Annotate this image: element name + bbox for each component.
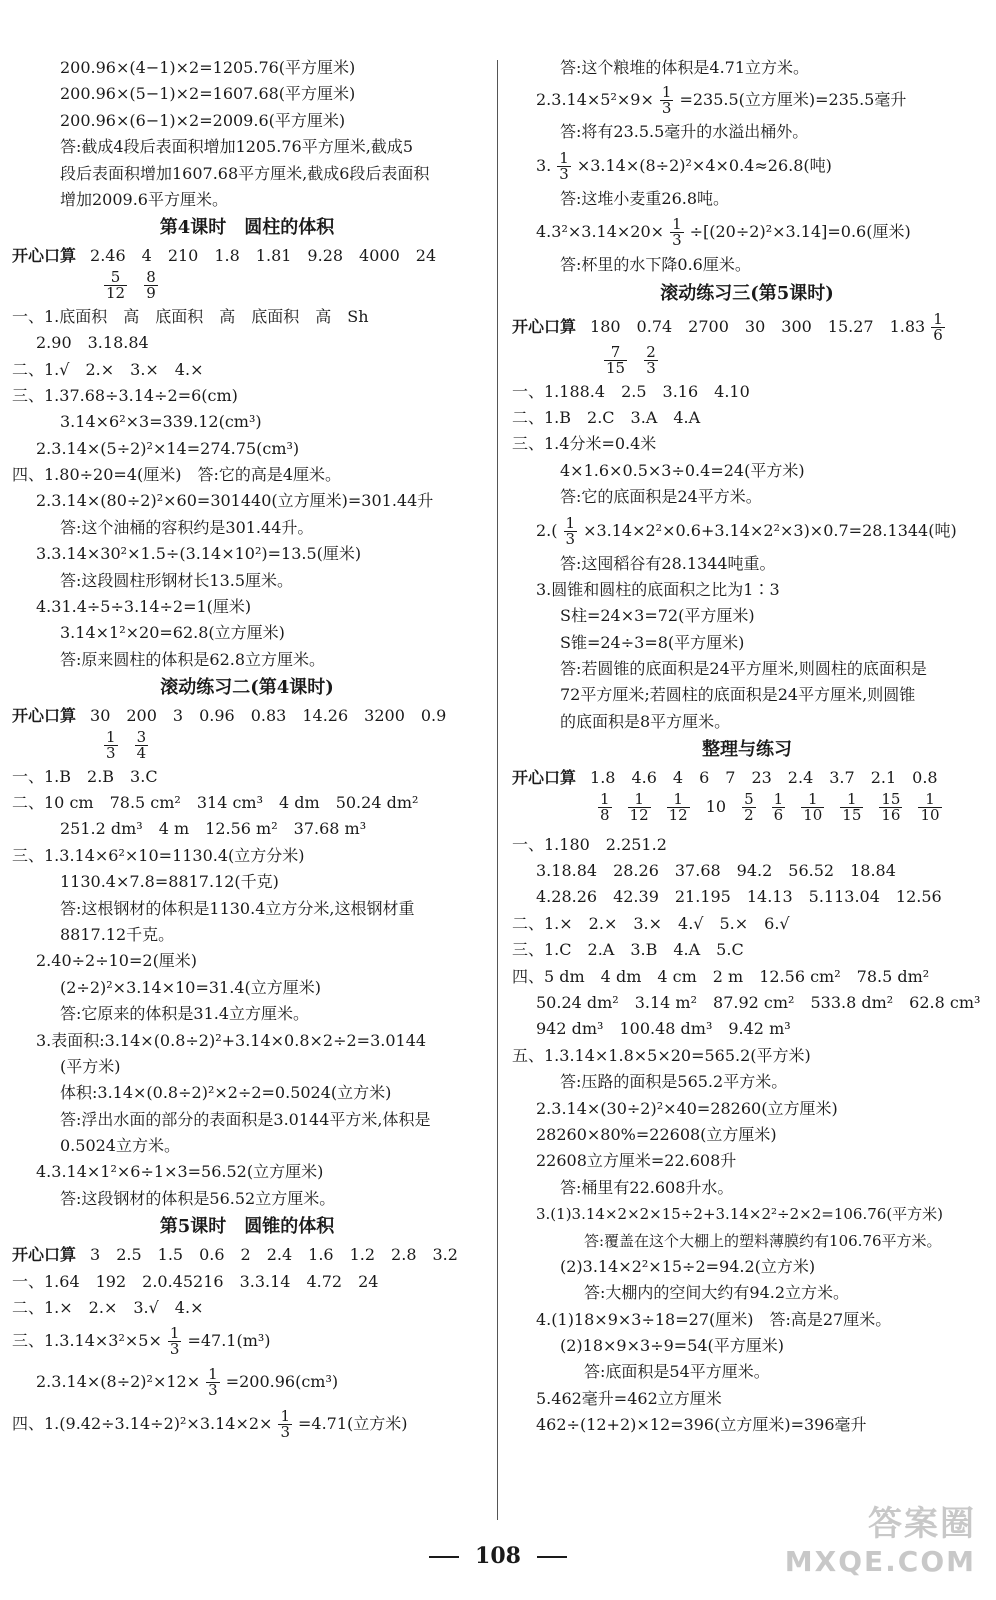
fraction: $\frac{1}{6}$ xyxy=(933,309,943,344)
text-line: 增加2009.6平方厘米。 xyxy=(60,189,228,209)
section-heading: 第4课时 圆柱的体积 xyxy=(159,217,335,239)
text-line: 四、5 dm 4 dm 4 cm 2 m 12.56 cm² 78.5 dm² xyxy=(512,966,930,986)
text-line: 0.5024立方米。 xyxy=(60,1136,180,1156)
fraction: $\frac{1}{12}$ xyxy=(668,789,688,824)
text-line: 答:这堆小麦重26.8吨。 xyxy=(560,188,730,208)
text-line: 2.3.14×(80÷2)²×60=301440(立方厘米)=301.44升 xyxy=(36,491,434,511)
text-line: 答:它的底面积是24平方米。 xyxy=(560,487,762,507)
fraction: $\frac{1}{3}$ xyxy=(169,1324,180,1359)
text-line: 3.14×6²×3=339.12(cm³) xyxy=(60,412,262,432)
text-line: 4.31.4÷5÷3.14÷2=1(厘米) xyxy=(36,597,252,617)
text-line: 942 dm³ 100.48 dm³ 9.42 m³ xyxy=(536,1019,791,1039)
fraction: $\frac{1}{10}$ xyxy=(920,789,940,824)
text-line: (2)18×9×3÷9=54(平方厘米) xyxy=(560,1336,785,1356)
text-line: 22608立方厘米=22.608升 xyxy=(536,1151,737,1171)
text-line: 4×1.6×0.5×3÷0.4=24(平方米) xyxy=(560,460,805,480)
fraction: $\frac{1}{10}$ xyxy=(803,789,823,824)
text-line: 二、10 cm 78.5 cm² 314 cm³ 4 dm 50.24 dm² xyxy=(12,792,419,812)
footer-dash xyxy=(537,1556,567,1558)
text-line: 一、1.64 192 2.0.45216 3.3.14 4.72 24 xyxy=(12,1271,379,1291)
fraction: $\frac{1}{6}$ xyxy=(773,789,784,824)
text-line: 二、1.√ 2.× 3.× 4.× xyxy=(12,359,204,379)
text-line: 答:若圆锥的底面积是24平方厘米,则圆柱的底面积是 xyxy=(560,659,927,679)
fraction: $\frac{5}{12}$ xyxy=(106,267,126,302)
mental-math-row xyxy=(12,703,482,729)
text-line: 段后表面积增加1607.68平方厘米,截成6段后表面积 xyxy=(60,163,430,183)
text-line: 四、1.80÷20=4(厘米) 答:它的高是4厘米。 xyxy=(12,465,342,485)
mental-math-label: 开心口算 xyxy=(512,768,577,788)
text-line: 答:这个粮堆的体积是4.71立方米。 xyxy=(560,58,810,77)
text-line: 3.18.84 28.26 37.68 94.2 56.52 18.84 xyxy=(536,861,896,881)
mental-math-label: 开心口算 xyxy=(12,1245,77,1265)
text-line: 二、1.× 2.× 3.√ 4.× xyxy=(12,1298,204,1318)
text-line: 三、1.3.14×6²×10=1130.4(立方分米) xyxy=(12,845,305,865)
text-line: 一、1.B 2.B 3.C xyxy=(12,766,158,786)
fraction: $\frac{1}{3}$ xyxy=(106,727,116,762)
fraction-row xyxy=(12,267,482,304)
text-line: 2.40÷2÷10=2(厘米) xyxy=(36,951,198,971)
section-heading: 整理与练习 xyxy=(702,739,792,761)
text-line: 72平方厘米;若圆柱的底面积是24平方厘米,则圆锥 xyxy=(560,685,916,705)
text-line: (平方米) xyxy=(60,1056,121,1076)
mental-math-values: 1.8 4.6 4 6 7 23 2.4 3.7 2.1 0.8 xyxy=(590,768,938,788)
section-heading: 滚动练习二(第4课时) xyxy=(160,677,334,699)
formula-line: 三、1.3.14×3²×5× $\frac{1}{3}$ =47.1(m³) xyxy=(12,1324,271,1359)
text-line: 答:这根钢材的体积是1130.4立方分米,这根钢材重 xyxy=(60,898,415,918)
formula-line: 2.3.14×(8÷2)²×12× $\frac{1}{3}$ =200.96(cm³) xyxy=(36,1365,339,1400)
text-line: 8817.12千克。 xyxy=(60,924,175,944)
mental-math-values: 30 200 3 0.96 0.83 14.26 3200 0.9 xyxy=(90,706,447,726)
fraction: $\frac{1}{3}$ xyxy=(672,215,682,250)
mental-math-row xyxy=(12,1242,482,1268)
text-line: 答:这段圆柱形钢材长13.5厘米。 xyxy=(60,570,294,590)
mental-math-row xyxy=(12,243,482,269)
text-line: 三、1.37.68÷3.14÷2=6(cm) xyxy=(12,385,238,405)
text-line: 答:它原来的体积是31.4立方厘米。 xyxy=(60,1004,310,1024)
text-line: 2.3.14×(5÷2)²×14=274.75(cm³) xyxy=(36,438,300,458)
text-line: 五、1.3.14×1.8×5×20=565.2(平方米) xyxy=(512,1045,811,1065)
text-line: 200.96×(6−1)×2=2009.6(平方厘米) xyxy=(60,110,346,130)
text-line: 答:覆盖在这个大棚上的塑料薄膜约有106.76平方米。 xyxy=(584,1231,942,1250)
mental-math-values: 180 0.74 2700 30 300 15.27 1.83 xyxy=(590,316,926,336)
mental-math-label: 开心口算 xyxy=(512,316,577,336)
fraction: $\frac{1}{8}$ xyxy=(600,789,610,824)
text-line: 二、1.B 2.C 3.A 4.A xyxy=(512,407,701,427)
text-line: 2.90 3.18.84 xyxy=(36,333,149,353)
fraction: $\frac{1}{3}$ xyxy=(661,83,672,118)
fraction: $\frac{1}{3}$ xyxy=(565,513,576,548)
mental-math-row xyxy=(512,765,982,791)
text-line: 4.(1)18×9×3÷18=27(厘米) 答:高是27厘米。 xyxy=(536,1309,892,1329)
fraction: $\frac{1}{3}$ xyxy=(559,148,569,183)
text-line: 答:底面积是54平方厘米。 xyxy=(584,1362,770,1382)
text-line: 的底面积是8平方厘米。 xyxy=(560,711,731,731)
fraction: 10 xyxy=(705,796,727,816)
fraction: $\frac{5}{2}$ xyxy=(744,789,754,824)
text-line: 三、1.C 2.A 3.B 4.A 5.C xyxy=(512,940,744,960)
text-line: 一、1.188.4 2.5 3.16 4.10 xyxy=(512,381,750,401)
text-line: 200.96×(4−1)×2=1205.76(平方厘米) xyxy=(60,58,356,77)
text-line: 答:桶里有22.608升水。 xyxy=(560,1177,734,1197)
page-number: 108 xyxy=(475,1543,521,1569)
text-line: 答:这个油桶的容积约是301.44升。 xyxy=(60,517,314,537)
text-line: 3.14×1²×20=62.8(立方厘米) xyxy=(60,623,285,643)
fraction-row xyxy=(512,342,982,379)
column-divider xyxy=(497,60,498,1520)
fraction-row xyxy=(12,727,482,764)
fraction: $\frac{2}{3}$ xyxy=(646,342,656,377)
text-line: 3.圆锥和圆柱的底面积之比为1∶3 xyxy=(536,579,780,599)
formula-line: 4.3²×3.14×20× $\frac{1}{3}$ ÷[(20÷2)²×3.14]=0.6(厘米) xyxy=(536,215,911,250)
formula-line: 2.3.14×5²×9× $\frac{1}{3}$ =235.5(立方厘米)=235.5毫升 xyxy=(536,83,907,118)
text-line: 答:杯里的水下降0.6厘米。 xyxy=(560,255,751,275)
mental-math-label: 开心口算 xyxy=(12,706,77,726)
text-line: 答:压路的面积是565.2平方米。 xyxy=(560,1072,788,1092)
text-line: 答:浮出水面的部分的表面积是3.0144平方米,体积是 xyxy=(60,1109,431,1129)
right-column xyxy=(512,55,982,1439)
section-heading: 滚动练习三(第5课时) xyxy=(660,282,834,304)
text-line: 4.28.26 42.39 21.195 14.13 5.113.04 12.56 xyxy=(536,887,942,907)
text-line: 1130.4×7.8=8817.12(千克) xyxy=(60,872,279,892)
text-line: 200.96×(5−1)×2=1607.68(平方厘米) xyxy=(60,84,356,104)
text-line: 体积:3.14×(0.8÷2)²×2÷2=0.5024(立方米) xyxy=(60,1083,392,1103)
mental-math-values: 2.46 4 210 1.8 1.81 9.28 4000 24 xyxy=(90,246,437,266)
section-heading: 第5课时 圆锥的体积 xyxy=(159,1216,335,1238)
mental-math-row xyxy=(512,309,982,345)
fraction-row xyxy=(512,789,982,832)
text-line: 3.3.14×30²×1.5÷(3.14×10²)=13.5(厘米) xyxy=(36,544,362,564)
text-line: 答:原来圆柱的体积是62.8立方厘米。 xyxy=(60,649,326,669)
text-line: 一、1.底面积 高 底面积 高 底面积 高 Sh xyxy=(12,306,369,326)
text-line: 2.3.14×(30÷2)²×40=28260(立方厘米) xyxy=(536,1098,838,1118)
formula-line: 四、1.(9.42÷3.14÷2)²×3.14×2× $\frac{1}{3}$ =4.71(立方米) xyxy=(12,1407,408,1442)
left-column xyxy=(12,55,482,1445)
text-line: 三、1.4分米=0.4米 xyxy=(512,434,657,454)
text-line: 答:这囤稻谷有28.1344吨重。 xyxy=(560,553,776,573)
text-line: (2÷2)²×3.14×10=31.4(立方厘米) xyxy=(60,977,321,997)
fraction: $\frac{15}{16}$ xyxy=(881,789,901,824)
text-line: 二、1.× 2.× 3.× 4.√ 5.× 6.√ xyxy=(512,913,790,933)
text-line: 4.3.14×1²×6÷1×3=56.52(立方厘米) xyxy=(36,1162,324,1182)
fraction: $\frac{1}{12}$ xyxy=(629,789,649,824)
formula-line: 3. $\frac{1}{3}$ ×3.14×(8÷2)²×4×0.4≈26.8(吨) xyxy=(536,148,832,183)
text-line: 251.2 dm³ 4 m 12.56 m² 37.68 m³ xyxy=(60,819,367,839)
mental-math-values: 3 2.5 1.5 0.6 2 2.4 1.6 1.2 2.8 3.2 xyxy=(90,1245,458,1265)
text-line: 3.(1)3.14×2×2×15÷2+3.14×2²÷2×2=106.76(平方米) xyxy=(536,1205,944,1224)
formula-line: 2.( $\frac{1}{3}$ ×3.14×2²×0.6+3.14×2²×3)×0.7=28.1344(吨) xyxy=(536,513,957,548)
fraction: $\frac{3}{4}$ xyxy=(136,727,147,762)
text-line: 一、1.180 2.251.2 xyxy=(512,834,667,854)
text-line: 答:这段钢材的体积是56.52立方厘米。 xyxy=(60,1188,336,1208)
fraction: $\frac{7}{15}$ xyxy=(606,342,626,377)
text-line: 50.24 dm² 3.14 m² 87.92 cm² 533.8 dm² 62.8 cm³ xyxy=(536,992,981,1012)
text-line: 462÷(12+2)×12=396(立方厘米)=396毫升 xyxy=(536,1415,867,1435)
text-line: S柱=24×3=72(平方厘米) xyxy=(560,606,755,626)
text-line: 答:大棚内的空间大约有94.2立方米。 xyxy=(584,1283,850,1303)
fraction: $\frac{8}{9}$ xyxy=(146,267,156,302)
fraction: $\frac{1}{3}$ xyxy=(280,1407,290,1442)
mental-math-label: 开心口算 xyxy=(12,246,77,266)
text-line: (2)3.14×2²×15÷2=94.2(立方米) xyxy=(560,1256,816,1276)
fraction: $\frac{1}{3}$ xyxy=(208,1365,218,1400)
watermark-logo: 答案圈 MXQE.COM xyxy=(784,1504,976,1578)
text-line: 3.表面积:3.14×(0.8÷2)²+3.14×0.8×2÷2=3.0144 xyxy=(36,1030,427,1050)
text-line: 5.462毫升=462立方厘米 xyxy=(536,1388,722,1408)
footer-dash xyxy=(429,1556,459,1558)
text-line: 答:截成4段后表面积增加1205.76平方厘米,截成5 xyxy=(60,137,414,157)
text-line: 答:将有23.5.5毫升的水溢出桶外。 xyxy=(560,122,809,142)
text-line: 28260×80%=22608(立方厘米) xyxy=(536,1124,777,1144)
text-line: S锥=24÷3=8(平方厘米) xyxy=(560,632,745,652)
fraction: $\frac{1}{15}$ xyxy=(842,789,862,824)
